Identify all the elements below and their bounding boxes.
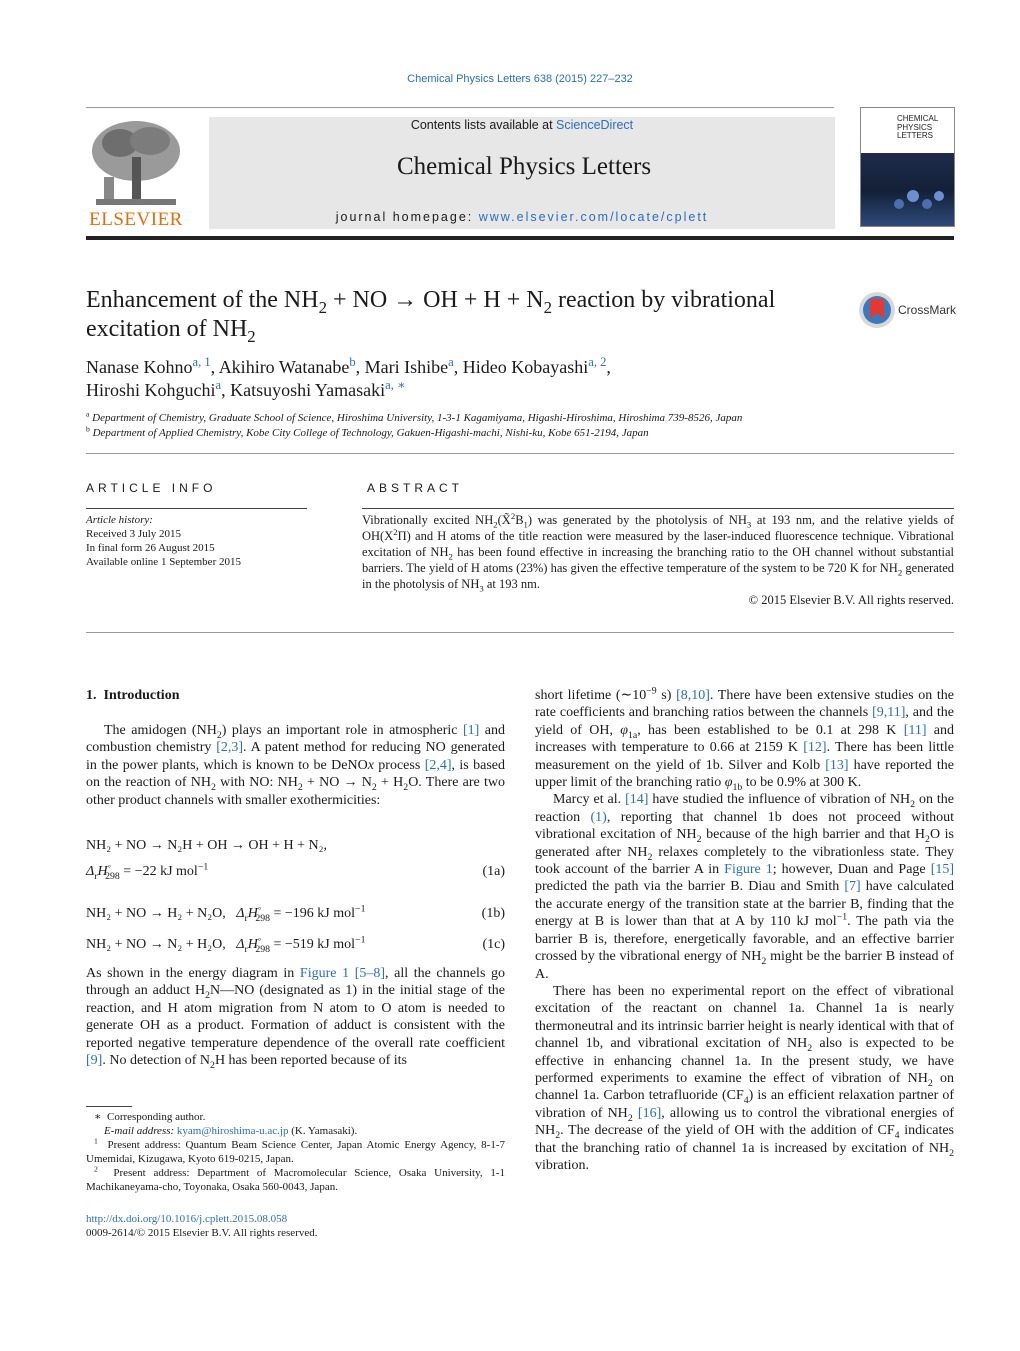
abstract-copyright: © 2015 Elsevier B.V. All rights reserved. xyxy=(748,593,954,607)
masthead-box xyxy=(209,117,835,229)
intro-paragraph-1: The amidogen $(NH_2)$ plays an important role in atmospheric [1] and combustion chemistry [2,3]. A patent method for reducing NO generated in the power plants, which is known to be DeNOx process [2,4], is based on the reaction of $NH_2$ with NO: $NH_2$ + NO → $N_2 + H_2O$. There are two other product channels with smaller exothermicities: xyxy=(86,723,505,808)
history-online: Available online 1 September 2015 xyxy=(86,556,241,568)
article-history xyxy=(86,513,316,569)
journal-cover xyxy=(860,107,955,227)
author-5: Hiroshi Kohguchi$^a$, xyxy=(86,378,231,400)
affiliation-a: $^a$ Department of Chemistry, Graduate School of Science, Hiroshima University, 1-3-1 Kagamiyama, Higashi-Hiroshima, Hiroshima 739-8526, Japan xyxy=(86,409,743,424)
history-received: Received 3 July 2015 xyxy=(86,528,182,540)
doi-link[interactable]: http://dx.doi.org/10.1016/j.cplett.2015.08.058 xyxy=(86,1213,288,1225)
header-bottom-rule xyxy=(86,236,954,240)
affiliation-b: $^b$ Department of Applied Chemistry, Kobe City College of Technology, Gakuen-Higashi-machi, Nishi-ku, Kobe 651-2194, Japan xyxy=(86,424,649,439)
affiliations xyxy=(86,411,956,440)
author-1: Nanase Kohno$^{a, 1}$, xyxy=(86,355,219,377)
cover-title: CHEMICAL PHYSICS LETTERS xyxy=(897,114,939,140)
elsevier-logo xyxy=(86,117,186,229)
crossmark-badge[interactable] xyxy=(858,291,958,331)
history-label: Article history: xyxy=(86,514,153,526)
homepage-link[interactable]: www.elsevier.com/locate/cplett xyxy=(478,210,709,224)
footnote-corresponding: ∗ Corresponding author. xyxy=(94,1111,206,1123)
abstract-label: ABSTRACT xyxy=(367,481,464,495)
equation-1c-tag: (1c) xyxy=(482,937,505,952)
intro-right-column xyxy=(535,687,954,1174)
article-info-label: ARTICLE INFO xyxy=(86,481,217,495)
affiliations-rule xyxy=(86,453,954,454)
equation-1b: NH₂ + NO → H₂ + N₂O, $\Delta_rH^◦_{298} = -196$ kJ mol$^{-1}$ xyxy=(86,903,366,924)
author-4-aff[interactable]: a, 2 xyxy=(588,355,607,369)
abstract-rule xyxy=(362,508,954,509)
footnote-rule xyxy=(86,1106,132,1107)
author-3-aff[interactable]: a xyxy=(448,355,454,369)
journal-citation[interactable]: Chemical Physics Letters 638 (2015) 227–232 xyxy=(407,73,633,85)
homepage-prefix: journal homepage: xyxy=(335,210,479,224)
author-2: Akihiro Watanabe$^b$, xyxy=(218,355,365,377)
equation-1a: $\Delta_rH^◦_{298} = -22$ kJ mol$^{-1}$ xyxy=(86,861,209,882)
cover-molecule-icon xyxy=(891,186,947,216)
article-title xyxy=(86,286,846,344)
title-sub-1: 2 xyxy=(318,297,327,317)
header-top-rule xyxy=(86,107,834,108)
author-6: Katsuyoshi Yamasaki$^{a, ∗}$ xyxy=(230,378,406,400)
intro-paragraph-4: Marcy et al. [14] have studied the influence of vibration of $NH_2$ on the reaction (1), reporting that channel 1b does not proceed without vibrational excitation of $NH_2$ because of the high barrier and that $H_2O$ is generated after $NH_2$ relaxes completely to the vibrationless state. They took account of the barrier A in Figure 1; however, Duan and Page [15] predicted the path via the barrier B. Diau and Smith [7] have calculated the accurate energy of the transition state at the barrier B, finding that the energy at B is lower than that at A by 110 kJ mol$^{-1}$. The path via the barrier B is, therefore, energetically favorable, and an effective barrier crossed by the vibrational energy of $NH_2$ might be the barrier B instead of A. xyxy=(535,792,955,982)
contents-line xyxy=(209,118,835,132)
homepage-line xyxy=(209,210,835,224)
intro-paragraph-2: As shown in the energy diagram in Figure 1 [5–8], all the channels go through an adduct $H_2N—NO$ (designated as 1) in the initial stage of the reaction, and H atom migration from N atom to O atom is needed to generate OH as a product. Formation of adduct is consistent with the reported negative temperature dependence of the overall rate coefficient [9]. No detection of $N_2H$ has been reported because of its xyxy=(86,966,505,1071)
footnote-1: $^1$ Present address: Quantum Beam Science Center, Japan Atomic Energy Agency, 8-1-7 Umemidai, Kizugawa, Kyoto 619-0215, Japan. xyxy=(86,1136,505,1165)
title-text-2: + NO → OH + H + N xyxy=(326,287,544,313)
equation-1b-tag: (1b) xyxy=(481,906,505,921)
author-1-aff[interactable]: a, 1 xyxy=(192,355,211,369)
title-text-3: reaction by vibrational xyxy=(551,287,776,313)
section-heading-introduction: 1. Introduction xyxy=(86,688,180,703)
author-5-aff[interactable]: a xyxy=(215,378,222,392)
author-6-aff[interactable]: a, ∗ xyxy=(385,378,406,392)
journal-name: Chemical Physics Letters xyxy=(396,153,652,180)
intro-paragraph-5: There has been no experimental report on the effect of vibrational excitation of the reactant on channel 1a. Channel 1a is nearly thermoneutral and its intrinsic barrier height is nearly identical with that of channel 1b, and vibrational excitation of $NH_2$ also is expected to be effective in enhancing channel 1a. In the present study, we have performed experiments to examine the effect of vibration of $NH_2$ on channel 1a. Carbon tetrafluoride $(CF_4)$ is an efficient relaxation partner of vibration of $NH_2$ [16], allowing us to control the vibrational energies of $NH_2$. The decrease of the yield of OH with the addition of $CF_4$ indicates that the branching ratio of channel 1a is increased by excitation of $NH_2$ vibration. xyxy=(535,983,955,1173)
author-3: Mari Ishibe$^a$, xyxy=(364,355,463,377)
footnote-2: $^2$ Present address: Department of Macromolecular Science, Osaka University, 1-1 Machikaneyama-cho, Toyonaka, Osaka 560-0043, Japan. xyxy=(86,1164,506,1193)
title-text-4: excitation of NH xyxy=(86,316,248,342)
crossmark-label: CrossMark xyxy=(898,303,957,317)
sciencedirect-link[interactable]: ScienceDirect xyxy=(556,118,634,132)
elsevier-tree-icon xyxy=(86,117,186,209)
footnotes xyxy=(86,1110,505,1194)
equation-1c: NH₂ + NO → N₂ + H₂O, $\Delta_rH^◦_{298} = -519$ kJ mol$^{-1}$ xyxy=(86,934,366,955)
history-final: In final form 26 August 2015 xyxy=(86,542,215,554)
equation-1a-tag: (1a) xyxy=(482,864,505,879)
elsevier-wordmark: ELSEVIER xyxy=(89,209,183,230)
title-text-1: Enhancement of the NH xyxy=(86,287,319,313)
issn-line: 0009-2614/© 2015 Elsevier B.V. All rights reserved. xyxy=(86,1227,318,1239)
crossmark-icon xyxy=(858,291,896,329)
author-list xyxy=(86,356,786,402)
contents-prefix: Contents lists available at xyxy=(410,118,557,132)
footnote-email: E-mail address: kyam@hiroshima-u.ac.jp (K. Yamasaki). xyxy=(104,1125,358,1137)
title-sub-3: 2 xyxy=(247,326,256,346)
article-info-rule xyxy=(86,508,307,509)
title-sub-2: 2 xyxy=(543,297,552,317)
abstract-bottom-rule xyxy=(86,632,954,633)
email-link[interactable]: kyam@hiroshima-u.ac.jp xyxy=(176,1125,289,1137)
intro-paragraph-3: short lifetime ($\sim 10^{-9}$ s) [8,10]. There have been extensive studies on the rate coefficients and branching ratios between the channels [9,11], and the yield of OH, $\varphi_{1a}$, has been established to be 0.1 at 298 K [11] and increases with temperature to 0.66 at 2159 K [12]. There has been little measurement on the yield of 1b. Silver and Kolb [13] have reported the upper limit of the branching ratio $\varphi_{1b}$ to be 0.9% at 300 K. xyxy=(535,685,955,793)
author-2-aff[interactable]: b xyxy=(349,355,356,369)
abstract-text: Vibrationally excited $NH_2(X̃^2B_1)$ was generated by the photolysis of $NH_3$ at 193 nm, and the relative yields of $OH(X^2\Pi)$ and H atoms of the title reaction were measured by the laser-induced fluorescence technique. Vibrational excitation of $NH_2$ has been found effective in increasing the branching ratio to the OH channel without substantial barriers. The yield of H atoms (23%) has given the effective temperature of the system to be 720 K for $NH_2$ generated in the photolysis of $NH_3$ at 193 nm. xyxy=(362,510,955,594)
equation-1: NH₂ + NO → N₂H + OH → OH + H + N₂, xyxy=(86,838,328,853)
author-4: Hideo Kobayashi$^{a, 2}$, xyxy=(462,355,611,377)
